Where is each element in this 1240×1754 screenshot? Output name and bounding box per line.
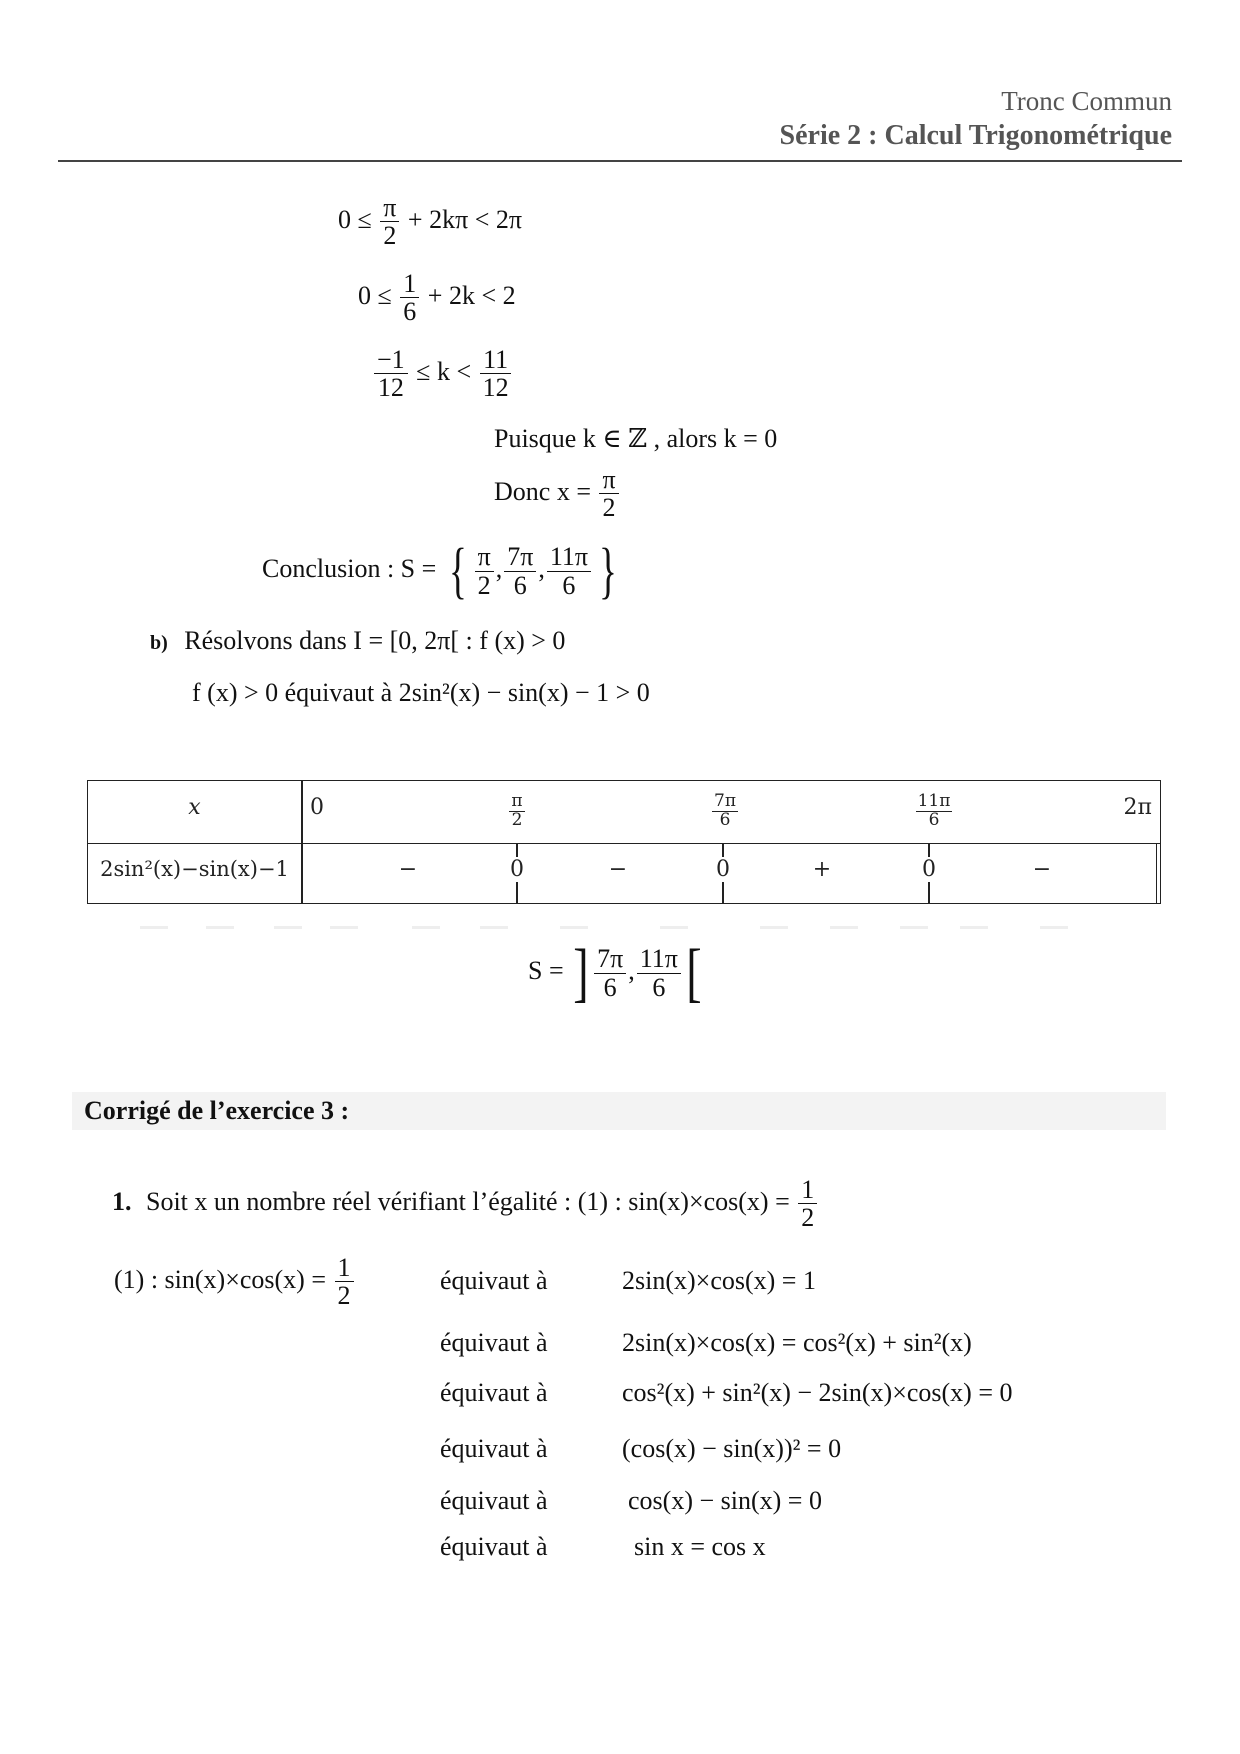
donc-line [494, 466, 621, 522]
numerator: π [475, 543, 494, 571]
solution-lead: S = [528, 955, 571, 985]
part-b-text: Résolvons dans I = [0, 2π[ : f (x) > 0 [184, 626, 566, 655]
fraction [374, 346, 408, 402]
fraction [798, 1176, 817, 1232]
fraction [637, 945, 681, 1001]
faint-dash [830, 926, 858, 929]
header-x-label: x [188, 795, 201, 820]
close-bracket: [ [686, 936, 702, 1009]
step-2: 2sin(x)×cos(x) = cos²(x) + sin²(x) [622, 1328, 972, 1357]
series-title: Série 2 : Calcul Trigonométrique [779, 120, 1172, 151]
sign-zero-1 [506, 857, 528, 882]
header-divider [58, 160, 1182, 162]
open-bracket: ] [573, 936, 589, 1009]
step-1: 2sin(x)×cos(x) = 1 [622, 1266, 816, 1295]
numerator: 7π [504, 543, 536, 571]
numerator: 11π [547, 543, 591, 571]
x-value-7pi-over-6 [710, 787, 740, 830]
x-value-2pi: 2π [1123, 795, 1152, 820]
denominator: 6 [719, 809, 731, 830]
puisque-line: Puisque k ∈ ℤ , alors k = 0 [494, 424, 778, 453]
zero-value: 0 [716, 857, 730, 882]
numerator: 7π [594, 945, 626, 973]
fraction [335, 1254, 354, 1310]
fraction [380, 194, 399, 250]
line1-tail: + 2kπ < 2π [401, 204, 523, 234]
fraction [594, 945, 626, 1001]
faint-dash [560, 926, 588, 929]
denominator: 6 [403, 297, 417, 327]
fraction [547, 543, 591, 599]
right-brace: } [598, 537, 617, 605]
faint-dash [206, 926, 234, 929]
numerator: 11π [917, 791, 951, 811]
conclusion-label: Conclusion : S = [262, 553, 443, 583]
faint-dash [140, 926, 168, 929]
faint-dash [274, 926, 302, 929]
denominator: 6 [562, 570, 576, 600]
sign-zero-3 [918, 857, 940, 882]
sign-interval-4: − [1032, 857, 1052, 882]
sign-interval-2: − [608, 857, 628, 882]
donc-lead: Donc x = [494, 476, 598, 506]
line1-lead: 0 ≤ [338, 204, 379, 234]
section-header-exercise-3 [72, 1092, 1166, 1130]
denominator: 2 [337, 1281, 351, 1311]
numerator: 1 [400, 270, 419, 298]
x-value-pi-over-2 [502, 787, 532, 830]
denominator: 6 [603, 972, 617, 1002]
denominator: 12 [482, 373, 509, 403]
numerator: −1 [374, 346, 408, 374]
denominator: 2 [383, 221, 397, 251]
equiv-label: équivaut à [440, 1266, 548, 1295]
row-expression-label: 2sin²(x)−sin(x)−1 [100, 857, 289, 881]
zero-value: 0 [510, 857, 524, 882]
denominator: 2 [602, 493, 616, 523]
sign-zero-2 [712, 857, 734, 882]
numerator: 11 [480, 346, 511, 374]
step-5: cos(x) − sin(x) = 0 [628, 1486, 822, 1515]
equiv-label: équivaut à [440, 1532, 548, 1561]
faint-dash [760, 926, 788, 929]
denominator: 12 [377, 373, 404, 403]
question-number: 1. [112, 1186, 132, 1216]
line3-mid: ≤ k < [409, 356, 478, 386]
faint-dash [960, 926, 988, 929]
solution-b: S = ] $\frac{7\pi}{6}$ , $\frac{11\pi}{6}$ [ [528, 936, 702, 1009]
fraction [599, 466, 618, 522]
denominator: 6 [928, 809, 940, 830]
zero-value: 0 [922, 857, 936, 882]
numerator: π [599, 466, 618, 494]
section-title: Corrigé de l’exercice 3 : [84, 1096, 350, 1125]
denominator: 6 [652, 972, 666, 1002]
step-4: (cos(x) − sin(x))² = 0 [622, 1434, 842, 1463]
fraction [480, 346, 512, 402]
faint-dash [900, 926, 928, 929]
sign-table [87, 780, 1161, 904]
question-text: Soit x un nombre réel vérifiant l’égalité : (1) : sin(x)×cos(x) = [146, 1186, 797, 1216]
faint-dash [412, 926, 440, 929]
numerator: π [511, 791, 523, 811]
fraction [475, 543, 494, 599]
equiv-label: équivaut à [440, 1486, 548, 1515]
fraction [504, 543, 536, 599]
fraction [400, 270, 419, 326]
faint-dash [480, 926, 508, 929]
faint-dash [330, 926, 358, 929]
step-6: sin x = cos x [634, 1532, 766, 1561]
x-value-0: 0 [310, 795, 324, 820]
denominator: 2 [477, 570, 491, 600]
left-brace: { [448, 537, 467, 605]
numerator: 11π [637, 945, 681, 973]
line2-lead: 0 ≤ [358, 280, 399, 310]
equiv-label: équivaut à [440, 1328, 548, 1357]
numerator: 1 [798, 1176, 817, 1204]
equiv-label: équivaut à [440, 1434, 548, 1463]
step-3: cos²(x) + sin²(x) − 2sin(x)×cos(x) = 0 [622, 1378, 1013, 1407]
numerator: π [380, 194, 399, 222]
conclusion-line: Conclusion : S = { $\frac{\pi}{2}$ , $\frac{7\pi}{6}$ , $\frac{11\pi}{6}$ } [262, 537, 617, 605]
equiv-label: équivaut à [440, 1378, 548, 1407]
question-1 [112, 1176, 819, 1232]
sign-table-right-double-line [1156, 843, 1158, 903]
lhs-text: (1) : sin(x)×cos(x) = [114, 1264, 333, 1294]
denominator: 2 [801, 1203, 815, 1233]
inequality-line-3 [372, 346, 514, 402]
faint-dash [1040, 926, 1068, 929]
course-label: Tronc Commun [1001, 86, 1172, 116]
sign-interval-1: − [398, 857, 418, 882]
faint-dash [660, 926, 688, 929]
equation-1-lhs [114, 1254, 356, 1310]
part-b-statement [150, 626, 565, 656]
sign-table-separator [301, 781, 303, 903]
inequality-line-1 [338, 194, 522, 250]
denominator: 6 [513, 570, 527, 600]
denominator: 2 [511, 809, 523, 830]
numerator: 7π [714, 791, 736, 811]
part-b-label: b) [150, 632, 168, 654]
sign-interval-3: + [812, 857, 832, 882]
line2-tail: + 2k < 2 [421, 280, 516, 310]
numerator: 1 [335, 1254, 354, 1282]
x-value-11pi-over-6 [914, 787, 954, 830]
inequality-line-2 [358, 270, 516, 326]
part-b-equivalence: f (x) > 0 équivaut à 2sin²(x) − sin(x) − 1 > 0 [192, 678, 650, 707]
